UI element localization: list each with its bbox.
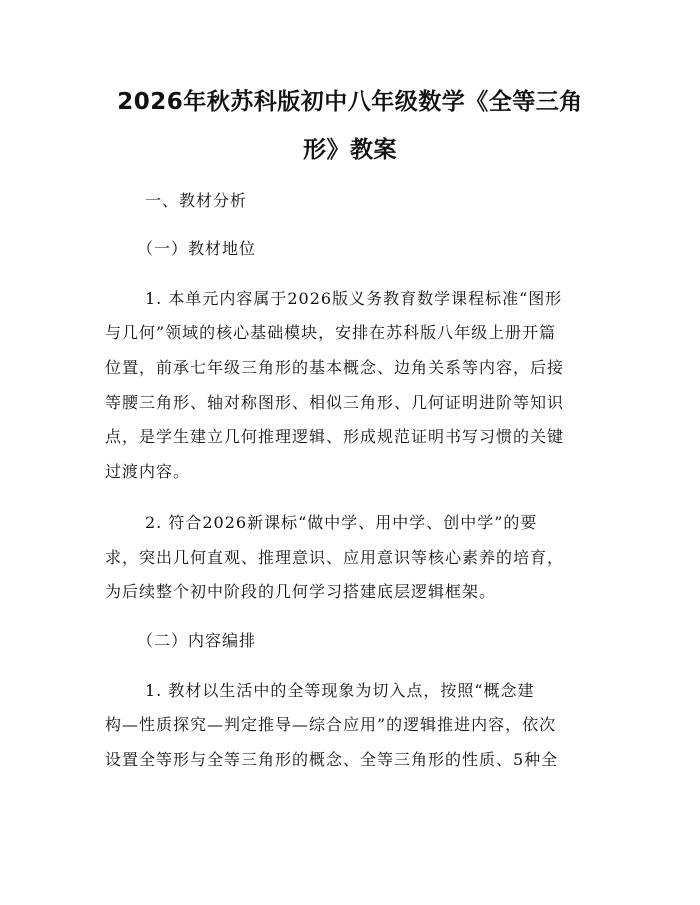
paragraph-line: 位置，前承七年级三角形的基本概念、边角关系等内容，后接 (105, 358, 565, 377)
paragraph-line: 构—性质探究—判定推导—综合应用”的逻辑推进内容，依次 (105, 715, 557, 734)
paragraph-line: 求，突出几何直观、推理意识、应用意识等核心素养的培育， (105, 548, 565, 567)
paragraph-line: 过渡内容。 (105, 462, 191, 481)
subsection-heading-content-arrangement: （二）内容编排 (137, 631, 257, 650)
paragraph-line: 2. 符合2026新课标“做中学、用中学、创中学”的要 (145, 513, 538, 532)
subsection-heading-textbook-status: （一）教材地位 (137, 239, 257, 258)
section-heading-textbook-analysis: 一、教材分析 (145, 191, 248, 210)
document-title-line-1: 2026年秋苏科版初中八年级数学《全等三角 (117, 89, 583, 115)
paragraph-line: 为后续整个初中阶段的几何学习搭建底层逻辑框架。 (105, 582, 497, 601)
paragraph-line: 1. 本单元内容属于2026版义务教育数学课程标准“图形 (145, 289, 563, 308)
paragraph-line: 等腰三角形、轴对称图形、相似三角形、几何证明进阶等知识 (105, 393, 565, 412)
paragraph-line: 1. 教材以生活中的全等现象为切入点，按照“概念建 (145, 681, 535, 700)
paragraph-line: 设置全等形与全等三角形的概念、全等三角形的性质、5种全 (105, 750, 559, 769)
document-title-line-2: 形》教案 (303, 137, 397, 163)
paragraph-line: 与几何”领域的核心基础模块，安排在苏科版八年级上册开篇 (105, 323, 557, 342)
paragraph-line: 点，是学生建立几何推理逻辑、形成规范证明书写习惯的关键 (105, 427, 565, 446)
